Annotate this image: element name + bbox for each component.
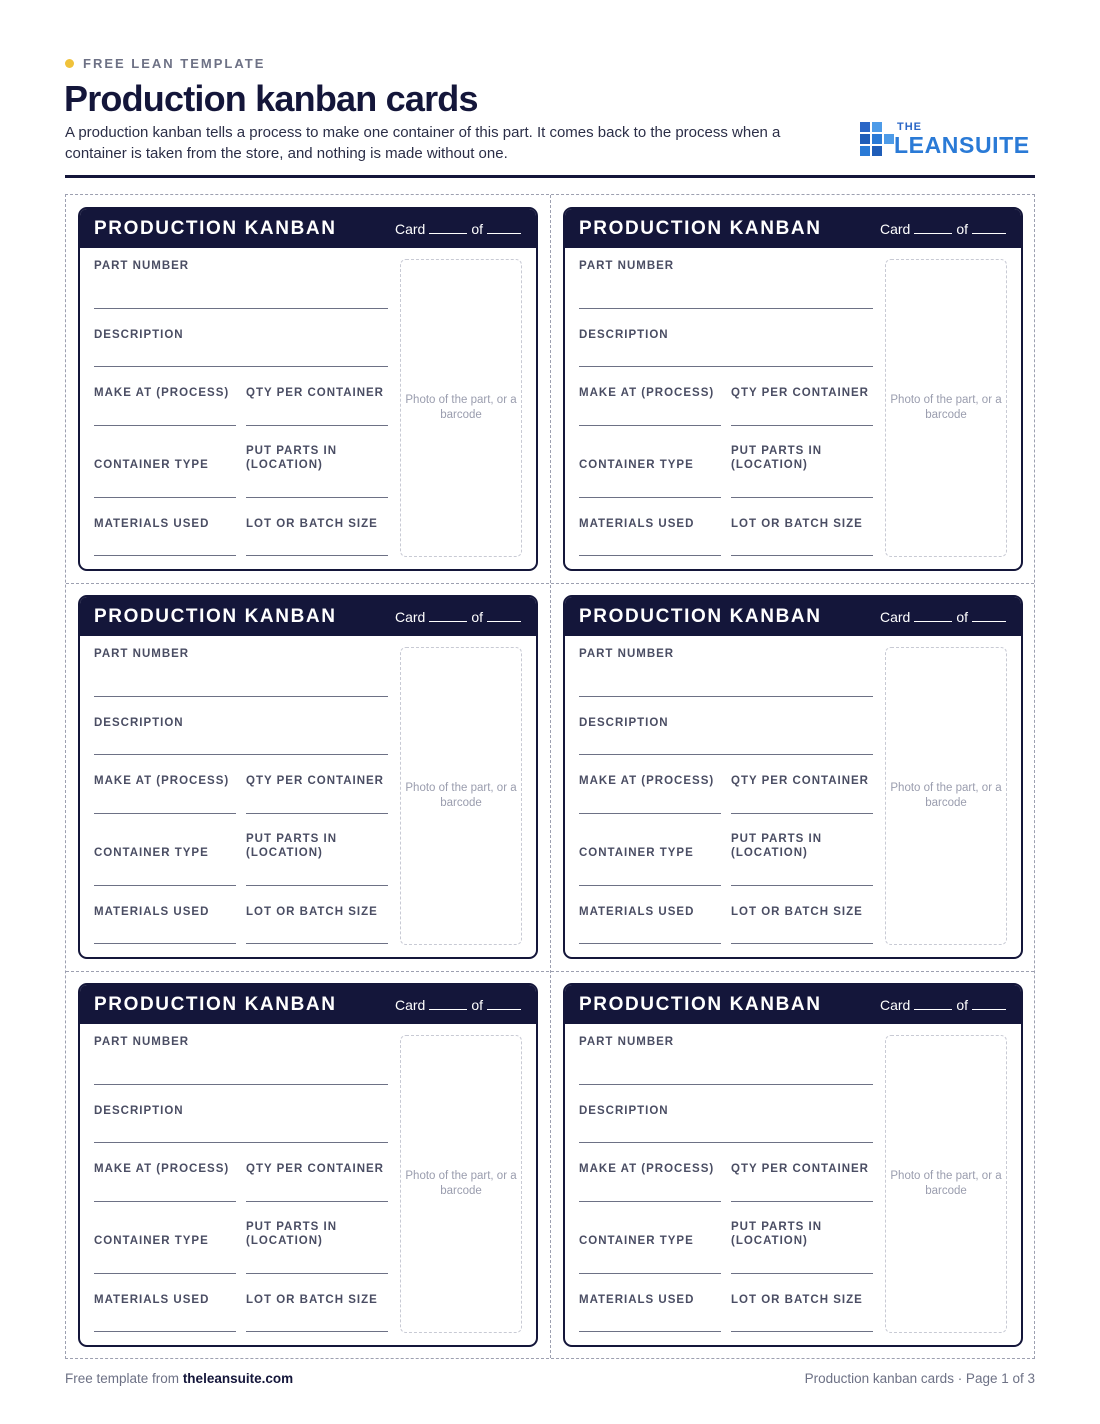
make-at-field[interactable] — [579, 1201, 721, 1202]
card-number-blank[interactable] — [429, 1009, 467, 1010]
materials-used-field[interactable] — [94, 1331, 236, 1332]
materials-used-label: MATERIALS USED — [94, 906, 210, 918]
kanban-card — [563, 207, 1023, 571]
kanban-card — [563, 595, 1023, 959]
description-label: DESCRIPTION — [94, 717, 184, 729]
make-at-label: MAKE AT (PROCESS) — [94, 775, 230, 787]
of-label: of — [956, 997, 968, 1013]
lot-size-label: LOT OR BATCH SIZE — [246, 906, 378, 918]
lot-size-label: LOT OR BATCH SIZE — [731, 518, 863, 530]
qty-label: QTY PER CONTAINER — [731, 387, 869, 399]
qty-field[interactable] — [246, 425, 388, 426]
photo-hint: Photo of the part, or a barcode — [890, 394, 1002, 421]
card-number-blank[interactable] — [429, 621, 467, 622]
card-label: Card — [879, 221, 911, 237]
of-label: of — [956, 221, 968, 237]
card-total-blank[interactable] — [487, 233, 521, 234]
footer-source — [65, 1371, 293, 1386]
card-total-blank[interactable] — [972, 1009, 1006, 1010]
card-label: Card — [394, 609, 426, 625]
intro-text: A production kanban tells a process to make one container of this part. It comes back to the process when a container is taken from the store, and nothing is made without one. — [65, 124, 781, 162]
make-at-field[interactable] — [94, 425, 236, 426]
qty-field[interactable] — [731, 425, 873, 426]
card-count — [395, 609, 521, 625]
make-at-label: MAKE AT (PROCESS) — [579, 775, 715, 787]
photo-placeholder[interactable] — [400, 1035, 522, 1333]
qty-label: QTY PER CONTAINER — [246, 1163, 384, 1175]
make-at-label: MAKE AT (PROCESS) — [579, 1163, 715, 1175]
card-header — [80, 985, 536, 1024]
card-header — [80, 597, 536, 636]
lot-size-field[interactable] — [246, 943, 388, 944]
cut-line-horizontal — [66, 971, 1034, 972]
lot-size-field[interactable] — [246, 1331, 388, 1332]
photo-hint: Photo of the part, or a barcode — [890, 1170, 1002, 1197]
card-header — [565, 209, 1021, 248]
logo-square-icon — [872, 134, 882, 144]
logo-square-icon — [884, 134, 894, 144]
part-number-field[interactable] — [94, 308, 388, 309]
container-type-field[interactable] — [94, 497, 236, 498]
logo-square-icon — [872, 122, 882, 132]
container-type-field[interactable] — [94, 885, 236, 886]
card-count — [395, 221, 521, 237]
description-field[interactable] — [94, 366, 388, 367]
container-type-field[interactable] — [579, 1273, 721, 1274]
logo-square-icon — [860, 146, 870, 156]
card-number-blank[interactable] — [914, 621, 952, 622]
of-label: of — [471, 609, 483, 625]
put-parts-in-field[interactable] — [246, 1273, 388, 1274]
part-number-field[interactable] — [94, 696, 388, 697]
make-at-field[interactable] — [94, 813, 236, 814]
photo-hint: Photo of the part, or a barcode — [405, 1170, 517, 1197]
logo-small-text: THE — [897, 121, 922, 133]
container-type-label: CONTAINER TYPE — [94, 847, 209, 859]
container-type-label: CONTAINER TYPE — [94, 1235, 209, 1247]
description-label: DESCRIPTION — [579, 329, 669, 341]
of-label: of — [471, 221, 483, 237]
materials-used-field[interactable] — [579, 1331, 721, 1332]
make-at-field[interactable] — [579, 813, 721, 814]
photo-placeholder[interactable] — [400, 259, 522, 557]
put-parts-in-field[interactable] — [731, 497, 873, 498]
card-total-blank[interactable] — [487, 621, 521, 622]
logo-square-icon — [860, 122, 870, 132]
photo-hint: Photo of the part, or a barcode — [405, 782, 517, 809]
card-title: PRODUCTION KANBAN — [579, 606, 822, 627]
description-field[interactable] — [579, 366, 873, 367]
card-label: Card — [394, 221, 426, 237]
card-header — [565, 985, 1021, 1024]
card-label: Card — [394, 997, 426, 1013]
put-parts-in-field[interactable] — [246, 497, 388, 498]
photo-hint: Photo of the part, or a barcode — [405, 394, 517, 421]
card-title: PRODUCTION KANBAN — [94, 994, 337, 1015]
part-number-label: PART NUMBER — [579, 648, 675, 660]
qty-field[interactable] — [731, 813, 873, 814]
bullet-dot-icon — [65, 59, 74, 68]
container-type-field[interactable] — [94, 1273, 236, 1274]
put-parts-in-label: PUT PARTS IN (LOCATION) — [731, 833, 823, 859]
materials-used-label: MATERIALS USED — [94, 518, 210, 530]
materials-used-field[interactable] — [579, 555, 721, 556]
description-field[interactable] — [579, 1142, 873, 1143]
make-at-label: MAKE AT (PROCESS) — [94, 387, 230, 399]
container-type-field[interactable] — [579, 885, 721, 886]
part-number-field[interactable] — [579, 308, 873, 309]
card-label: Card — [879, 997, 911, 1013]
materials-used-label: MATERIALS USED — [579, 518, 695, 530]
page-title: Production kanban cards — [64, 78, 478, 119]
eyebrow — [65, 56, 265, 71]
kanban-card — [563, 983, 1023, 1347]
qty-field[interactable] — [246, 813, 388, 814]
leansuite-logo[interactable] — [860, 120, 1040, 160]
header-rule — [65, 175, 1035, 178]
put-parts-in-field[interactable] — [246, 885, 388, 886]
lot-size-field[interactable] — [731, 555, 873, 556]
qty-label: QTY PER CONTAINER — [731, 1163, 869, 1175]
lot-size-label: LOT OR BATCH SIZE — [246, 1294, 378, 1306]
photo-hint: Photo of the part, or a barcode — [890, 782, 1002, 809]
materials-used-label: MATERIALS USED — [94, 1294, 210, 1306]
description-label: DESCRIPTION — [94, 1105, 184, 1117]
description-label: DESCRIPTION — [579, 1105, 669, 1117]
part-number-label: PART NUMBER — [94, 648, 190, 660]
description-label: DESCRIPTION — [94, 329, 184, 341]
materials-used-label: MATERIALS USED — [579, 1294, 695, 1306]
card-count — [880, 997, 1006, 1013]
put-parts-in-field[interactable] — [731, 1273, 873, 1274]
put-parts-in-label: PUT PARTS IN (LOCATION) — [246, 833, 338, 859]
card-number-blank[interactable] — [914, 233, 952, 234]
card-title: PRODUCTION KANBAN — [579, 218, 822, 239]
kanban-card — [78, 207, 538, 571]
description-field[interactable] — [94, 754, 388, 755]
logo-square-icon — [860, 134, 870, 144]
lot-size-field[interactable] — [731, 1331, 873, 1332]
part-number-label: PART NUMBER — [94, 1036, 190, 1048]
put-parts-in-label: PUT PARTS IN (LOCATION) — [731, 1221, 823, 1247]
of-label: of — [956, 609, 968, 625]
footer-prefix: Free template from — [65, 1371, 180, 1386]
part-number-label: PART NUMBER — [579, 1036, 675, 1048]
put-parts-in-label: PUT PARTS IN (LOCATION) — [246, 445, 338, 471]
photo-placeholder[interactable] — [885, 259, 1007, 557]
lot-size-label: LOT OR BATCH SIZE — [731, 1294, 863, 1306]
make-at-label: MAKE AT (PROCESS) — [579, 387, 715, 399]
kanban-card — [78, 983, 538, 1347]
put-parts-in-field[interactable] — [731, 885, 873, 886]
make-at-field[interactable] — [579, 425, 721, 426]
make-at-field[interactable] — [94, 1201, 236, 1202]
description-field[interactable] — [94, 1142, 388, 1143]
photo-placeholder[interactable] — [885, 647, 1007, 945]
qty-field[interactable] — [246, 1201, 388, 1202]
lot-size-label: LOT OR BATCH SIZE — [246, 518, 378, 530]
lot-size-field[interactable] — [246, 555, 388, 556]
cut-line-horizontal — [66, 583, 1034, 584]
materials-used-field[interactable] — [94, 943, 236, 944]
logo-square-icon — [872, 146, 882, 156]
logo-brand-text: LEANSUITE — [894, 132, 1030, 158]
card-total-blank[interactable] — [972, 621, 1006, 622]
card-title: PRODUCTION KANBAN — [94, 218, 337, 239]
qty-label: QTY PER CONTAINER — [731, 775, 869, 787]
description-label: DESCRIPTION — [579, 717, 669, 729]
part-number-label: PART NUMBER — [94, 260, 190, 272]
description-field[interactable] — [579, 754, 873, 755]
container-type-label: CONTAINER TYPE — [579, 1235, 694, 1247]
materials-used-label: MATERIALS USED — [579, 906, 695, 918]
qty-label: QTY PER CONTAINER — [246, 387, 384, 399]
lot-size-field[interactable] — [731, 943, 873, 944]
card-total-blank[interactable] — [487, 1009, 521, 1010]
card-header — [80, 209, 536, 248]
make-at-label: MAKE AT (PROCESS) — [94, 1163, 230, 1175]
container-type-field[interactable] — [579, 497, 721, 498]
part-number-field[interactable] — [94, 1084, 388, 1085]
part-number-field[interactable] — [579, 696, 873, 697]
footer-page: Production kanban cards · Page 1 of 3 — [804, 1371, 1035, 1386]
put-parts-in-label: PUT PARTS IN (LOCATION) — [246, 1221, 338, 1247]
card-count — [880, 609, 1006, 625]
eyebrow-text: FREE LEAN TEMPLATE — [83, 56, 266, 71]
part-number-label: PART NUMBER — [579, 260, 675, 272]
card-header — [565, 597, 1021, 636]
card-label: Card — [879, 609, 911, 625]
cut-line-vertical — [550, 195, 551, 1358]
card-number-blank[interactable] — [429, 233, 467, 234]
kanban-card — [78, 595, 538, 959]
photo-placeholder[interactable] — [400, 647, 522, 945]
card-title: PRODUCTION KANBAN — [579, 994, 822, 1015]
materials-used-field[interactable] — [579, 943, 721, 944]
lot-size-label: LOT OR BATCH SIZE — [731, 906, 863, 918]
card-count — [395, 997, 521, 1013]
card-number-blank[interactable] — [914, 1009, 952, 1010]
photo-placeholder[interactable] — [885, 1035, 1007, 1333]
part-number-field[interactable] — [579, 1084, 873, 1085]
put-parts-in-label: PUT PARTS IN (LOCATION) — [731, 445, 823, 471]
container-type-label: CONTAINER TYPE — [94, 459, 209, 471]
card-title: PRODUCTION KANBAN — [94, 606, 337, 627]
container-type-label: CONTAINER TYPE — [579, 847, 694, 859]
of-label: of — [471, 997, 483, 1013]
qty-label: QTY PER CONTAINER — [246, 775, 384, 787]
qty-field[interactable] — [731, 1201, 873, 1202]
card-total-blank[interactable] — [972, 233, 1006, 234]
container-type-label: CONTAINER TYPE — [579, 459, 694, 471]
materials-used-field[interactable] — [94, 555, 236, 556]
card-count — [880, 221, 1006, 237]
footer-site-link[interactable]: theleansuite.com — [182, 1371, 294, 1386]
